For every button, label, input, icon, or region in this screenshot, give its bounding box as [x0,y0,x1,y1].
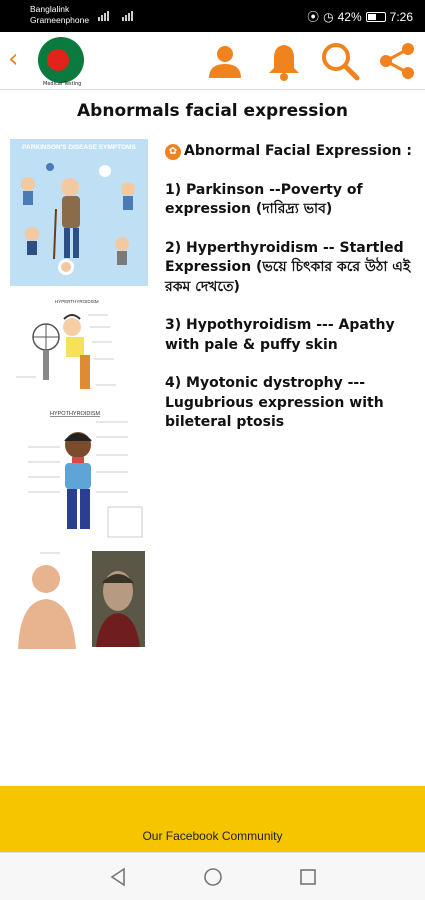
status-right [307,8,413,25]
battery-percent: 42% [337,9,362,24]
hyperthyroidism-figure [10,297,148,402]
alarm-icon: ◷ [323,9,334,24]
signal-icon-2 [122,9,133,21]
list-item-parkinson: 1) Parkinson --Poverty of expression (দারিদ্র্য ভাব) [165,181,363,217]
list-item-hyperthyroidism: 2) Hyperthyroidism -- Startled Expression (ভয়ে চিৎকার করে উঠা এই রকম দেখতে) [165,239,411,295]
signal-icon-1 [98,9,109,21]
share-icon[interactable] [376,40,418,82]
carrier-names [30,4,89,26]
list-item-hypothyroidism: 3) Hypothyroidism --- Apathy with pale & puffy skin [165,317,395,353]
parkinson-figure [10,139,148,286]
back-icon[interactable]: ‹ [8,44,19,74]
bell-icon[interactable] [263,40,305,82]
search-icon[interactable] [319,40,361,82]
hypothyroidism-figure [10,407,148,542]
hyperthyroidism-figure-title: HYPERTHYROIDISM [55,299,99,304]
vibrate-icon: ⦿ [307,10,320,24]
facebook-community-banner[interactable] [0,786,425,852]
logo-caption: Medical Testing [43,81,82,87]
hypothyroidism-figure-title: HYPOTHYROIDISM [50,411,101,417]
gear-icon: ✿ [165,144,181,160]
nav-recents-icon[interactable] [296,865,320,889]
user-icon[interactable] [204,40,246,82]
list-item-myotonic-dystrophy: 4) Myotonic dystrophy --- Lugubrious expression with bileteral ptosis [165,375,384,430]
battery-icon [366,12,386,22]
facebook-community-label[interactable]: Our Facebook Community [142,829,283,843]
parkinson-figure-title: PARKINSON'S DISEASE SYMPTOMS [22,144,136,151]
myotonic-dystrophy-figure [10,549,148,649]
nav-back-icon[interactable] [106,865,130,889]
carrier-2: Grameenphone [30,15,90,25]
status-bar [0,0,425,32]
app-bar [0,32,425,90]
section-heading-label: Abnormal Facial Expression : [184,143,412,159]
system-nav-bar [0,852,425,900]
carrier-1: Banglalink [30,4,70,14]
content-text [165,142,420,452]
section-heading [165,142,420,162]
clock: 7:26 [389,9,413,24]
nav-home-icon[interactable] [201,865,225,889]
page-title: Abnormals facial expression [77,101,348,121]
